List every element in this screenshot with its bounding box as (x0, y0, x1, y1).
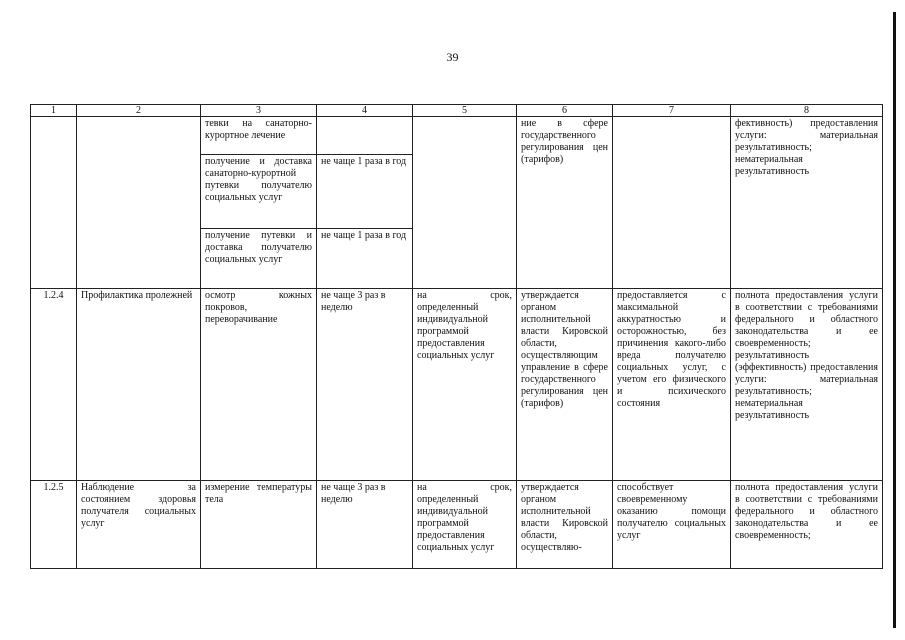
table-row (31, 289, 883, 481)
header-cell: 2 (77, 105, 201, 117)
cont-term-cell (413, 117, 517, 289)
row-indicators: полнота предоставления услуги в соответствии с требованиями федерального и областного законодательства и ее своевременность; (731, 481, 883, 569)
page-number: 39 (446, 50, 459, 64)
header-cell: 6 (517, 105, 613, 117)
table-row (31, 481, 883, 569)
row-term: на срок, определенный индивидуальной программой предоставления социальных услуг (413, 289, 517, 481)
row-frequency: не чаще 3 раз в неделю (317, 481, 413, 569)
row-cost: утверждается органом исполнительной власти Кировской области, осуществляю- (517, 481, 613, 569)
table-row (31, 117, 883, 155)
row-term: на срок, определенный индивидуальной программой предоставления социальных услуг (413, 481, 517, 569)
cont-conditions-cell (613, 117, 731, 289)
header-cell: 5 (413, 105, 517, 117)
cont-frequency-a (317, 117, 413, 155)
row-service-name: Профилактика пролежней (77, 289, 201, 481)
row-service-name: Наблюдение за состоянием здоровья получателя социальных услуг (77, 481, 201, 569)
header-row (31, 105, 883, 117)
header-cell: 7 (613, 105, 731, 117)
row-content: измерение температуры тела (201, 481, 317, 569)
cont-indicators-cell: фективность) предоставления услуги: материальная результативность; нематериальная результативность (731, 117, 883, 289)
row-indicators: полнота предоставления услуги в соответствии с требованиями федерального и областного законодательства и ее своевременность; результативность (эффективность) предоставления услуги: материальная результативность; нематериальная результативность (731, 289, 883, 481)
cont-content-c: получение путевки и доставка получателю социальных услуг (201, 229, 317, 289)
row-conditions: способствует своевременному оказанию помощи получателю социальных услуг (613, 481, 731, 569)
row-content: осмотр кожных покровов, переворачивание (201, 289, 317, 481)
cont-frequency-c: не чаще 1 раза в год (317, 229, 413, 289)
cont-num-cell (31, 117, 77, 289)
header-cell: 3 (201, 105, 317, 117)
cont-name-cell (77, 117, 201, 289)
cont-frequency-b: не чаще 1 раза в год (317, 155, 413, 229)
page-edge-line (893, 12, 896, 628)
row-number: 1.2.4 (31, 289, 77, 481)
header-cell: 8 (731, 105, 883, 117)
cont-content-b: получение и доставка санаторно-курортной путевки получателю социальных услуг (201, 155, 317, 229)
row-conditions: предоставляется с максимальной аккуратностью и осторожностью, без причинения какого-либо вреда получателю социальных услуг, с учетом его физического и психического состояния (613, 289, 731, 481)
row-number: 1.2.5 (31, 481, 77, 569)
cont-cost-cell: ние в сфере государственного регулирования цен (тарифов) (517, 117, 613, 289)
cont-content-a: тевки на санаторно-курортное лечение (201, 117, 317, 155)
row-cost: утверждается органом исполнительной власти Кировской области, осуществляющим управление в сфере государственного регулирования цен (тарифов) (517, 289, 613, 481)
row-frequency: не чаще 3 раз в неделю (317, 289, 413, 481)
header-cell: 4 (317, 105, 413, 117)
header-cell: 1 (31, 105, 77, 117)
services-table (30, 104, 883, 569)
